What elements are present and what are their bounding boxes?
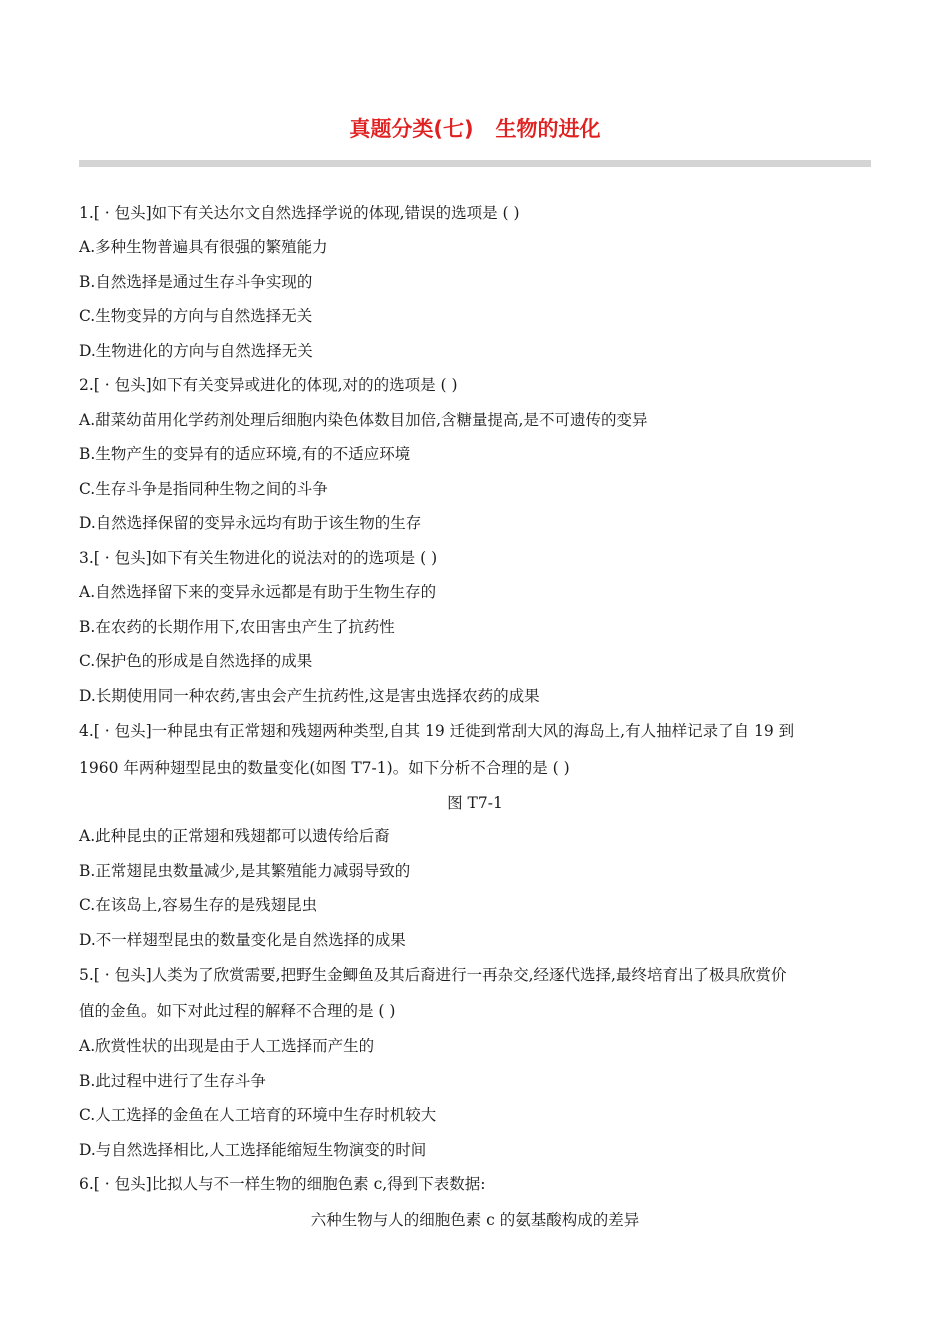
q2-option-a: A.甜菜幼苗用化学药剂处理后细胞内染色体数目加倍,含糖量提高,是不可遗传的变异 — [79, 411, 648, 429]
figure-caption: 图 T7-1 — [447, 794, 503, 812]
q1-option-a: A.多种生物普遍具有很强的繁殖能力 — [79, 238, 328, 256]
q2-option-b: B.生物产生的变异有的适应环境,有的不适应环境 — [79, 445, 411, 463]
q5-option-a: A.欣赏性状的出现是由于人工选择而产生的 — [79, 1037, 375, 1055]
q3-option-a: A.自然选择留下来的变异永远都是有助于生物生存的 — [79, 583, 437, 601]
q3-option-b: B.在农药的长期作用下,农田害虫产生了抗药性 — [79, 618, 395, 636]
q5-option-b: B.此过程中进行了生存斗争 — [79, 1072, 266, 1090]
q5-stem-line2: 值的金鱼。如下对此过程的解释不合理的是 ( ) — [79, 1002, 396, 1020]
title-divider — [79, 160, 871, 167]
q1-option-c: C.生物变异的方向与自然选择无关 — [79, 307, 313, 325]
q5-option-c: C.人工选择的金鱼在人工培育的环境中生存时机较大 — [79, 1106, 437, 1124]
q3-option-c: C.保护色的形成是自然选择的成果 — [79, 652, 313, 670]
q5-stem-line1: 5.[ · 包头]人类为了欣赏需要,把野生金鲫鱼及其后裔进行一再杂交,经逐代选择,最终培育出了极具欣赏价 — [79, 966, 787, 984]
q6-stem: 6.[ · 包头]比拟人与不一样生物的细胞色素 c,得到下表数据: — [79, 1175, 486, 1193]
q2-stem: 2.[ · 包头]如下有关变异或进化的体现,对的的选项是 ( ) — [79, 376, 458, 394]
q4-option-b: B.正常翅昆虫数量减少,是其繁殖能力减弱导致的 — [79, 862, 411, 880]
q3-option-d: D.长期使用同一种农药,害虫会产生抗药性,这是害虫选择农药的成果 — [79, 687, 540, 705]
q1-option-d: D.生物进化的方向与自然选择无关 — [79, 342, 313, 360]
page-title: 真题分类(七) 生物的进化 — [349, 117, 601, 141]
q5-option-d: D.与自然选择相比,人工选择能缩短生物演变的时间 — [79, 1141, 427, 1159]
q1-option-b: B.自然选择是通过生存斗争实现的 — [79, 273, 313, 291]
q4-stem-line2: 1960 年两种翅型昆虫的数量变化(如图 T7-1)。如下分析不合理的是 ( ) — [79, 759, 570, 777]
q1-stem: 1.[ · 包头]如下有关达尔文自然选择学说的体现,错误的选项是 ( ) — [79, 204, 520, 222]
q4-option-d: D.不一样翅型昆虫的数量变化是自然选择的成果 — [79, 931, 406, 949]
q4-option-c: C.在该岛上,容易生存的是残翅昆虫 — [79, 896, 318, 914]
q2-option-d: D.自然选择保留的变异永远均有助于该生物的生存 — [79, 514, 422, 532]
q2-option-c: C.生存斗争是指同种生物之间的斗争 — [79, 480, 328, 498]
q3-stem: 3.[ · 包头]如下有关生物进化的说法对的的选项是 ( ) — [79, 549, 438, 567]
q4-stem-line1: 4.[ · 包头]一种昆虫有正常翅和残翅两种类型,自其 19 迁徙到常刮大风的海岛上,有人抽样记录了自 19 到 — [79, 722, 795, 740]
q4-option-a: A.此种昆虫的正常翅和残翅都可以遗传给后裔 — [79, 827, 390, 845]
table-caption: 六种生物与人的细胞色素 c 的氨基酸构成的差异 — [310, 1211, 640, 1229]
